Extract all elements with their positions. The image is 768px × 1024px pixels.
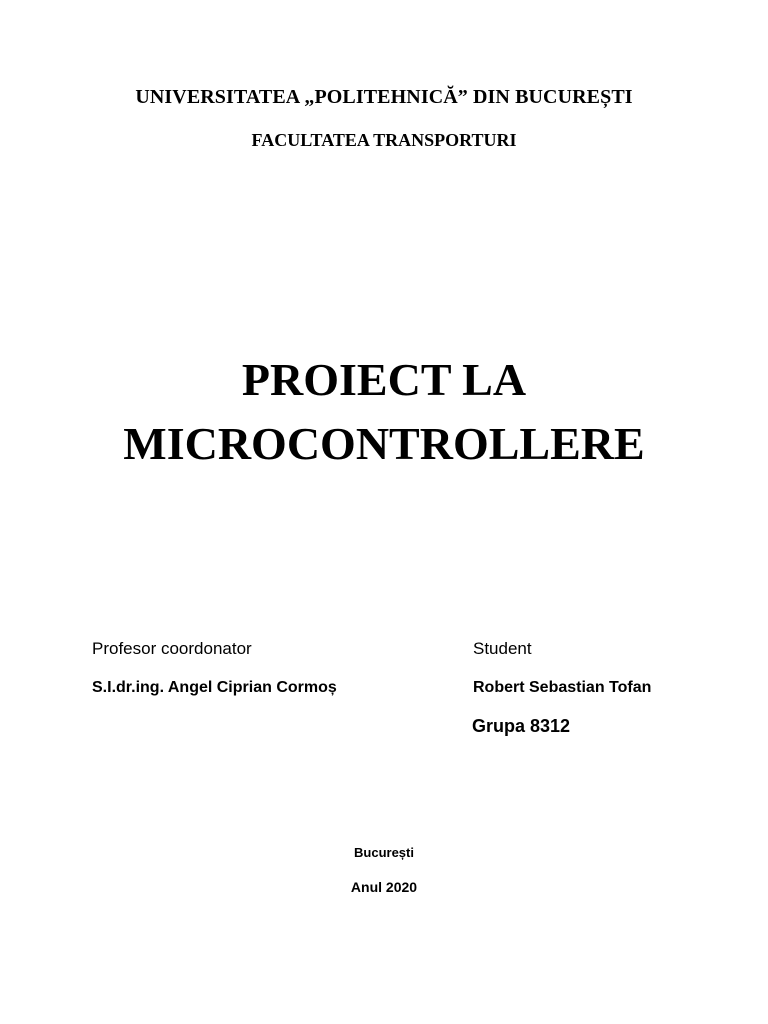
faculty-name: FACULTATEA TRANSPORTURI <box>251 130 517 150</box>
student-group: Grupa 8312 <box>472 716 571 736</box>
project-title-line-2: MICROCONTROLLERE <box>123 418 645 469</box>
project-title-line-1: PROIECT LA <box>241 354 527 405</box>
student-name: Robert Sebastian Tofan <box>473 679 652 696</box>
student-label: Student <box>473 639 532 658</box>
coordinator-label: Profesor coordonator <box>92 639 252 658</box>
year: Anul 2020 <box>350 879 418 895</box>
city: București <box>354 845 414 860</box>
university-name: UNIVERSITATEA „POLITEHNICĂ” DIN BUCUREȘTI <box>135 86 633 108</box>
coordinator-name: S.I.dr.ing. Angel Ciprian Cormoș <box>92 679 337 696</box>
